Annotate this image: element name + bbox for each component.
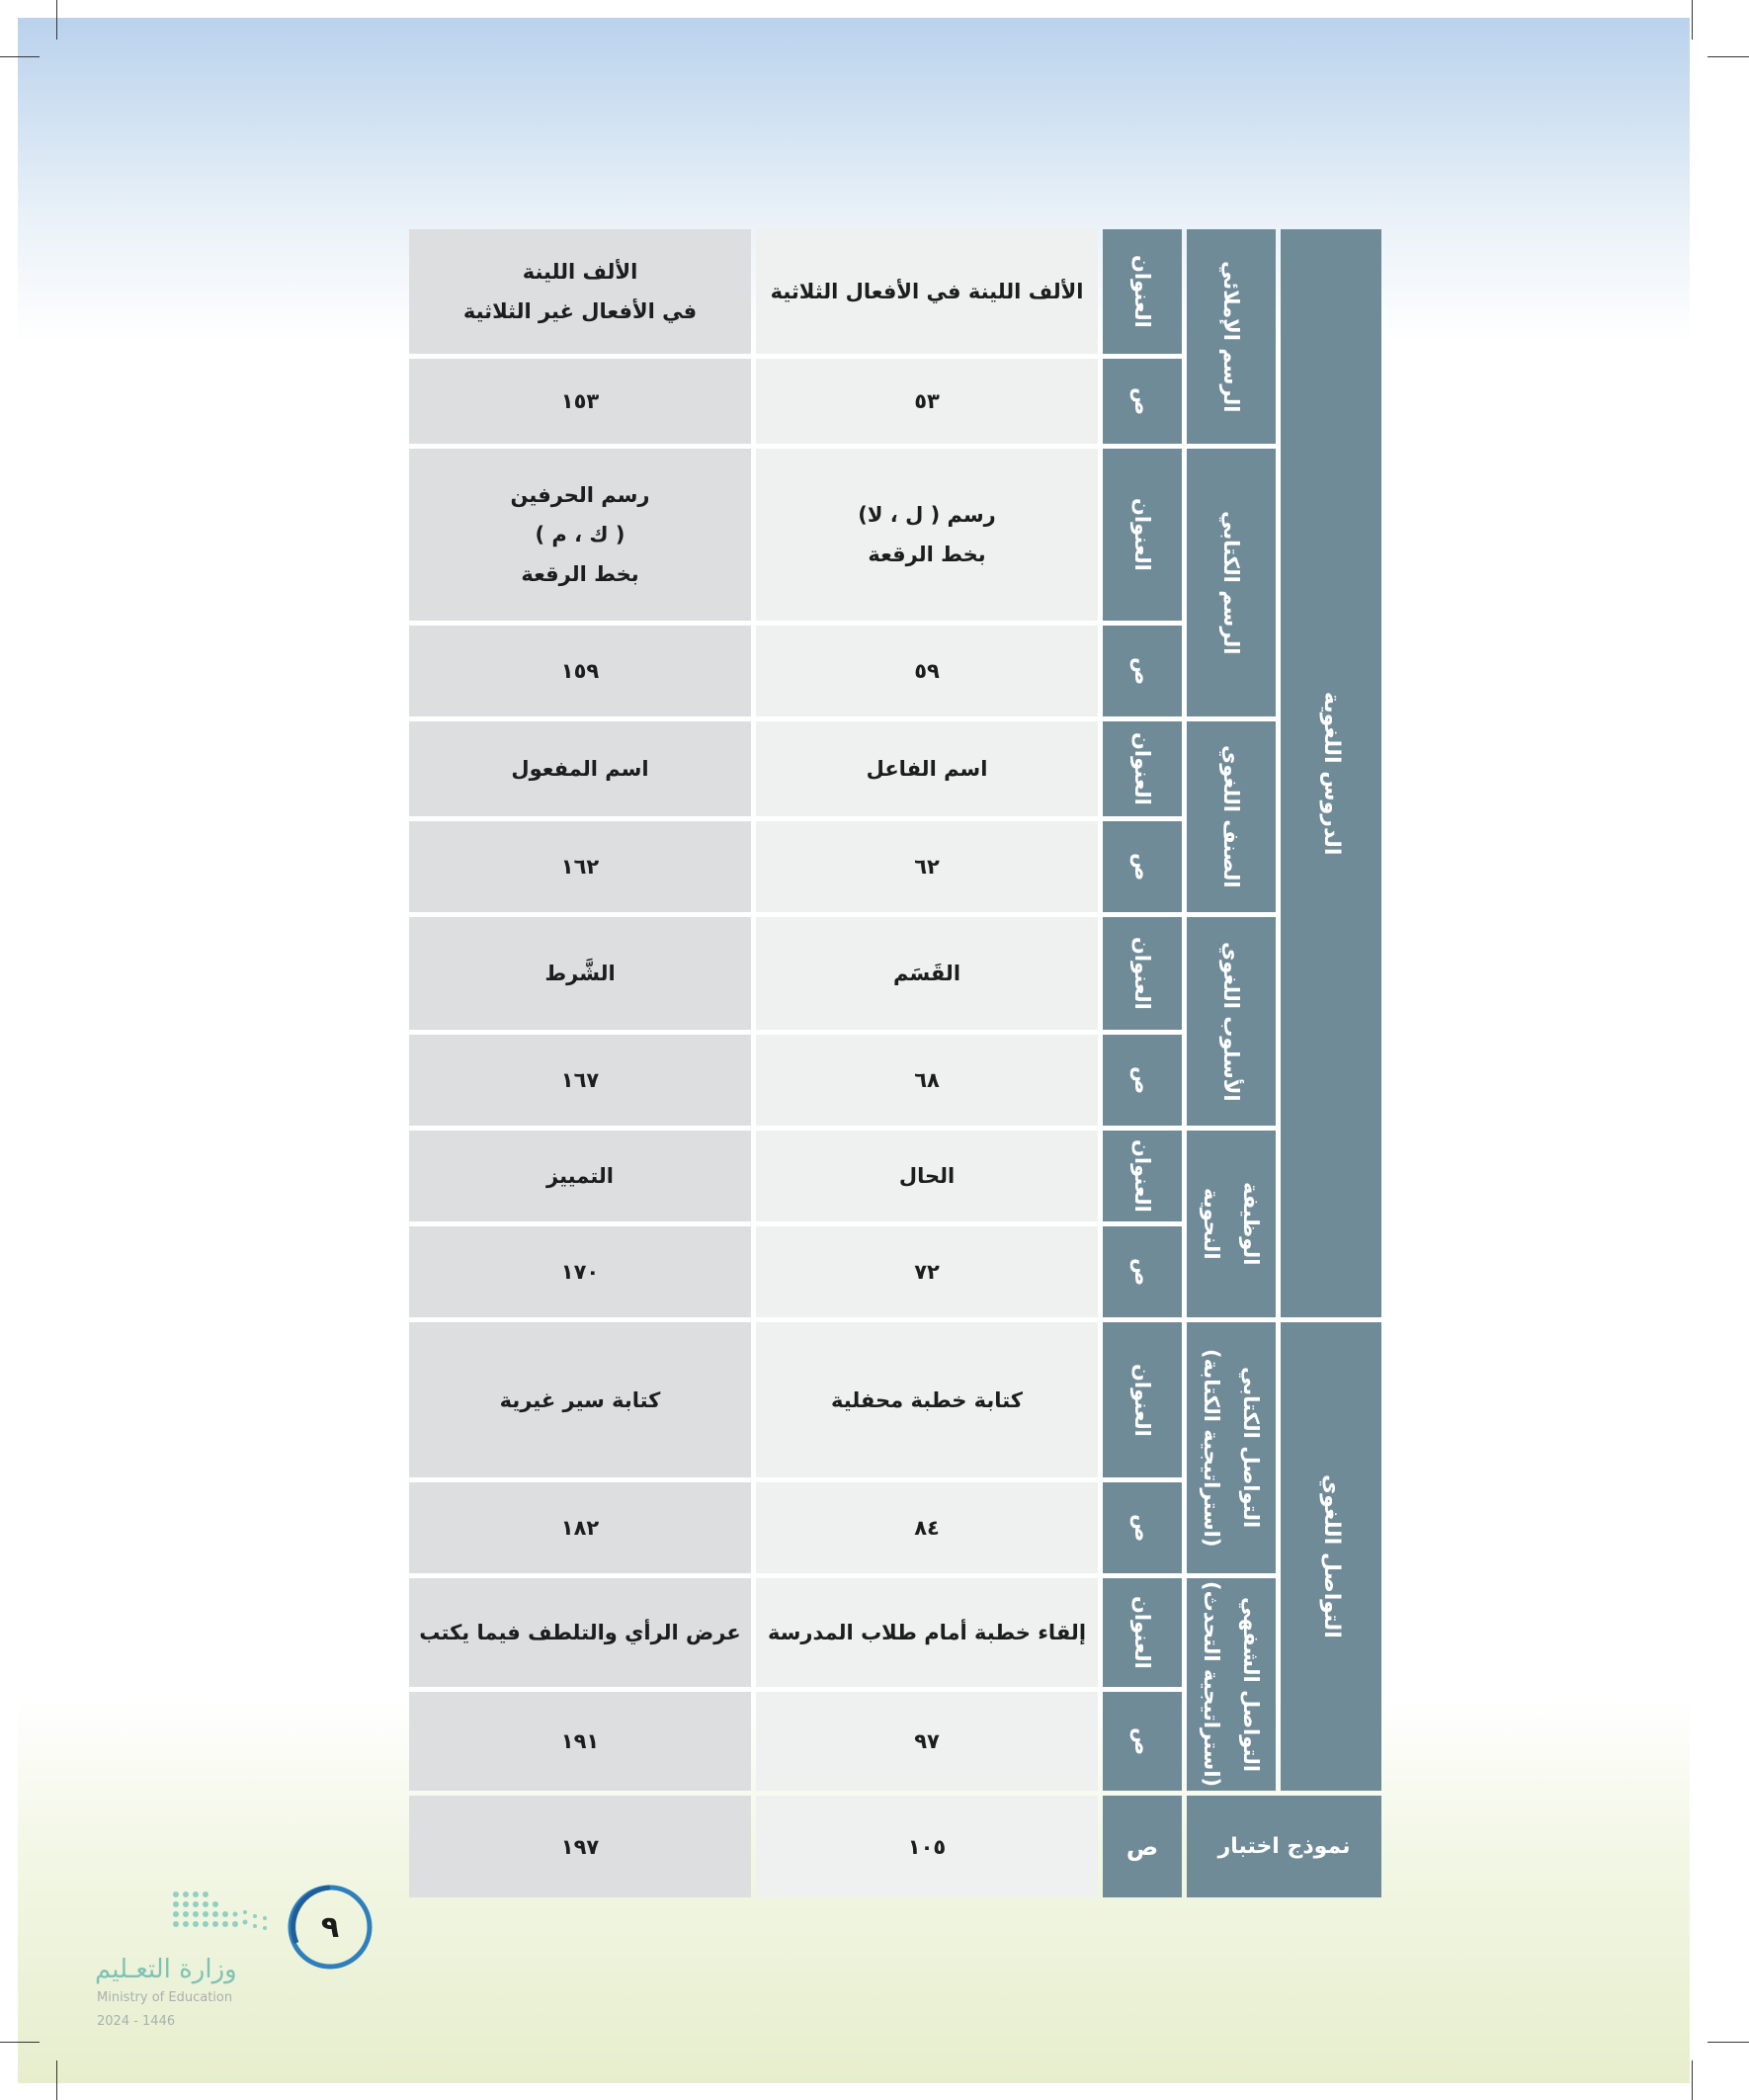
- table-cell-left: التمييز: [409, 1131, 751, 1221]
- group-header: الرسم الكتابي: [1187, 449, 1276, 716]
- table-cell-left: رسم الحرفين ( ك ، م ) بخط الرقعة: [409, 449, 751, 621]
- table-cell-left: ١٥٣: [409, 359, 751, 444]
- table-cell-left: الألف اللينة في الأفعال غير الثلاثية: [409, 229, 751, 354]
- table-cell-left: الشَّرط: [409, 917, 751, 1030]
- table-cell-mid: ٩٧: [756, 1692, 1098, 1791]
- table-cell-mid: الألف اللينة في الأفعال الثلاثية: [756, 229, 1098, 354]
- table-cell-mid: ٥٩: [756, 626, 1098, 716]
- row-label-title: العنوان: [1103, 917, 1182, 1030]
- table-cell-left: ١٩٧: [409, 1796, 751, 1897]
- table-cell-mid: ٦٨: [756, 1035, 1098, 1126]
- row-label-page: ص: [1103, 626, 1182, 716]
- crop-mark: [56, 0, 57, 40]
- page-number-text: ٩: [320, 1909, 340, 1945]
- ministry-name-arabic: وزارة التعـليم: [95, 1955, 237, 1984]
- crop-mark: [0, 2042, 40, 2043]
- table-cell-left: ١٧٠: [409, 1226, 751, 1317]
- section-header: الدروس اللغوية: [1281, 229, 1381, 1317]
- row-label-page: ص: [1103, 1226, 1182, 1317]
- table-cell-mid: ٥٣: [756, 359, 1098, 444]
- row-label-title: العنوان: [1103, 721, 1182, 816]
- table-cell-left: ١٦٧: [409, 1035, 751, 1126]
- page-number: [287, 1884, 374, 1971]
- test-model-label: نموذج اختبار: [1187, 1796, 1381, 1897]
- table-cell-mid: كتابة خطبة محفلية: [756, 1322, 1098, 1477]
- group-header: الصنف اللغوي: [1187, 721, 1276, 912]
- row-label-title: العنوان: [1103, 1131, 1182, 1221]
- ministry-name-english: Ministry of Education: [97, 1990, 233, 2005]
- row-label-title: العنوان: [1103, 229, 1182, 354]
- table-cell-left: ١٦٢: [409, 821, 751, 912]
- table-cell-mid: ٨٤: [756, 1482, 1098, 1573]
- row-label-title: العنوان: [1103, 1322, 1182, 1477]
- table-cell-mid: الحال: [756, 1131, 1098, 1221]
- table-cell-mid: ٧٢: [756, 1226, 1098, 1317]
- row-label-title: العنوان: [1103, 449, 1182, 621]
- crop-mark: [0, 56, 40, 57]
- crop-mark: [1692, 0, 1693, 40]
- group-header: التواصل الكتابي (استراتيجية الكتابة): [1187, 1322, 1276, 1573]
- row-label-page: ص: [1103, 1692, 1182, 1791]
- table-cell-mid: ١٠٥: [756, 1796, 1098, 1897]
- group-header: الوظيفة النحوية: [1187, 1131, 1276, 1317]
- table-cell-mid: القَسَم: [756, 917, 1098, 1030]
- contents-table: [409, 229, 1374, 1861]
- group-header: الأسلوب اللغوي: [1187, 917, 1276, 1126]
- table-cell-left: ١٨٢: [409, 1482, 751, 1573]
- crop-mark: [1707, 56, 1749, 57]
- table-cell-left: عرض الرأي والتلطف فيما يكتب: [409, 1578, 751, 1687]
- crop-mark: [1707, 2042, 1749, 2043]
- row-label-title: العنوان: [1103, 1578, 1182, 1687]
- group-header: التواصل الشفهي (استراتيجية التحدث): [1187, 1578, 1276, 1791]
- row-label-page: ص: [1103, 1035, 1182, 1126]
- row-label-page: ص: [1103, 821, 1182, 912]
- table-cell-mid: رسم ( ل ، لا) بخط الرقعة: [756, 449, 1098, 621]
- section-header: التواصل اللغوي: [1281, 1322, 1381, 1791]
- table-cell-mid: اسم الفاعل: [756, 721, 1098, 816]
- table-cell-left: اسم المفعول: [409, 721, 751, 816]
- table-cell-left: ١٩١: [409, 1692, 751, 1791]
- crop-mark: [1692, 2060, 1693, 2100]
- table-cell-mid: إلقاء خطبة أمام طلاب المدرسة: [756, 1578, 1098, 1687]
- table-cell-left: كتابة سير غيرية: [409, 1322, 751, 1477]
- row-label-page: ص: [1103, 1796, 1182, 1897]
- table-cell-mid: ٦٢: [756, 821, 1098, 912]
- row-label-page: ص: [1103, 359, 1182, 444]
- group-header: الرسم الإملائي: [1187, 229, 1276, 444]
- row-label-page: ص: [1103, 1482, 1182, 1573]
- crop-mark: [56, 2060, 57, 2100]
- table-cell-left: ١٥٩: [409, 626, 751, 716]
- ministry-year: 2024 - 1446: [97, 2014, 176, 2029]
